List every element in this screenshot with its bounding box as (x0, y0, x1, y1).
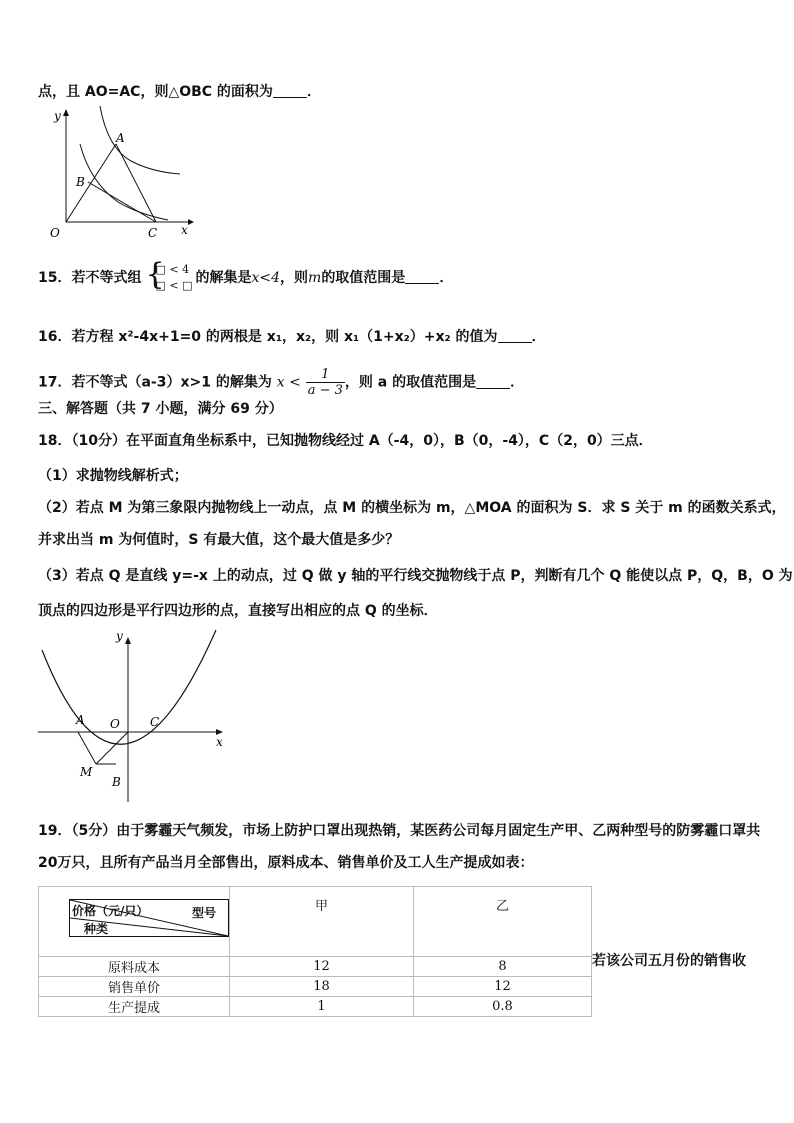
q19-table-row (39, 977, 592, 997)
q19-line1: 19．（5分）由于雾霾天气频发，市场上防护口罩出现热销，某医药公司每月固定生产甲、乙两种型号的防雾霾口罩共 (38, 823, 761, 839)
q18-segment-MO (96, 732, 128, 764)
q17-text-a: 17．若不等式（a-3）x>1 的解集为 (38, 374, 272, 391)
q16-text-a: 16．若方程 x²-4x+1=0 的两根是 x₁，x₂，则 x₁（1+x₂）+x₂ 的值为 (38, 329, 498, 345)
q14-x-arrow (188, 219, 194, 225)
q19-table (38, 886, 592, 1017)
q18-part3-line2: 顶点的四边形是平行四边形的点，直接写出相应的点 Q 的坐标． (38, 603, 438, 619)
q18-label-y: y (116, 629, 123, 643)
q15-sys-line1: □ < 4 (155, 263, 190, 276)
q14-segment-OA (66, 144, 116, 222)
q19-corner-right: 型号 (192, 906, 217, 920)
q18-part1: （1）求抛物线解析式； (38, 468, 188, 484)
q19-line2: 20万只，且所有产品当月全部售出，原料成本、销售单价及工人生产提成如表： (38, 855, 534, 871)
q15-cond: x<4 (251, 270, 281, 286)
q19-cell: 18 (230, 977, 414, 997)
q19-table-row (39, 957, 592, 977)
q18-label-C: C (150, 715, 160, 729)
q14-hyperbola-upper (100, 106, 180, 174)
q19-table-corner (39, 887, 230, 957)
q14-text-b: ． (306, 84, 321, 100)
q18-segment-MA (78, 732, 96, 764)
q19-col-header-yi: 乙 (414, 887, 592, 957)
q16-text-b: ． (531, 329, 546, 345)
q15-text (38, 257, 454, 295)
q14-y-arrow (63, 109, 69, 116)
q15-text-a: 15．若不等式组 (38, 270, 142, 286)
q15-var: m (308, 270, 322, 286)
q18-label-A: A (76, 713, 85, 727)
q14-label-A: A (116, 131, 125, 145)
q19-cell: 0.8 (414, 997, 592, 1017)
q15-text-d: 的取值范围是 (321, 270, 406, 286)
q19-row-label: 销售单价 (39, 977, 230, 997)
q18-part2-line1: （2）若点 M 为第三象限内抛物线上一动点，点 M 的横坐标为 m，△MOA 的面积为 S．求 S 关于 m 的函数关系式， (38, 500, 786, 516)
q17-fraction-num: 1 (306, 367, 345, 383)
q14-hyperbola-lower (80, 144, 168, 220)
q15-text-e: ． (439, 270, 454, 286)
q18-y-arrow (125, 637, 131, 644)
q17-fraction (306, 367, 345, 398)
q15-inequality-system (145, 257, 193, 295)
q19-cell: 12 (414, 977, 592, 997)
q14-label-C: C (148, 226, 158, 240)
q15-text-c: ，则 (280, 270, 309, 286)
q19-table-header-row (39, 887, 592, 957)
q15-answer-blank[interactable] (405, 269, 439, 284)
q14-label-x: x (181, 223, 188, 237)
q18-label-B: B (112, 775, 121, 789)
q14-label-O: O (50, 226, 60, 240)
q19-cell: 8 (414, 957, 592, 977)
q14-label-y: y (54, 109, 61, 123)
q18-label-x: x (216, 735, 223, 749)
q19-cell: 12 (230, 957, 414, 977)
q17-answer-blank[interactable] (476, 374, 510, 389)
q15-text-b: 的解集是 (195, 270, 252, 286)
q14-figure (38, 104, 198, 244)
section-heading: 三、解答题（共 7 小题，满分 69 分） (38, 401, 283, 417)
q17-text-c: ． (510, 374, 525, 391)
q18-parabola (42, 630, 216, 744)
q16-answer-blank[interactable] (498, 328, 532, 343)
q19-col-header-jia: 甲 (230, 887, 414, 957)
q18-stem: 18．（10分）在平面直角坐标系中，已知抛物线经过 A（-4，0），B（0，-4），C（2，0）三点． (38, 433, 653, 449)
q19-trailing-text: 若该公司五月份的销售收 (592, 953, 746, 969)
q14-text-a: 点，且 AO=AC，则△OBC 的面积为 (38, 84, 273, 100)
q19-corner-top: 价格（元/只） (72, 904, 149, 918)
q17-text-b: ，则 a 的取值范围是 (344, 374, 477, 391)
q19-row-label: 原料成本 (39, 957, 230, 977)
q14-answer-blank[interactable] (273, 83, 307, 98)
q19-corner-box (69, 899, 229, 937)
q17-text (38, 367, 524, 398)
q15-sys-line2: □ < □ (155, 279, 193, 292)
q19-row-label: 生产提成 (39, 997, 230, 1017)
q19-table-row (39, 997, 592, 1017)
q18-part3-line1: （3）若点 Q 是直线 y=-x 上的动点，过 Q 做 y 轴的平行线交抛物线于点 P，判断有几个 Q 能使以点 P，Q，B，O 为 (38, 568, 793, 584)
q19-corner-bottom: 种类 (84, 922, 109, 936)
q18-label-M: M (80, 765, 93, 779)
q15-brace: { (145, 257, 165, 292)
q14-label-B: B (76, 175, 85, 189)
q16-text (38, 327, 546, 347)
q14-text (38, 82, 321, 102)
q18-part2-line2: 并求出当 m 为何值时，S 有最大值，这个最大值是多少？ (38, 532, 400, 548)
q19-cell: 1 (230, 997, 414, 1017)
q17-lhs: x < (276, 374, 301, 391)
q17-fraction-den: a − 3 (307, 383, 343, 398)
q18-figure (36, 624, 231, 808)
q18-label-O: O (110, 717, 120, 731)
